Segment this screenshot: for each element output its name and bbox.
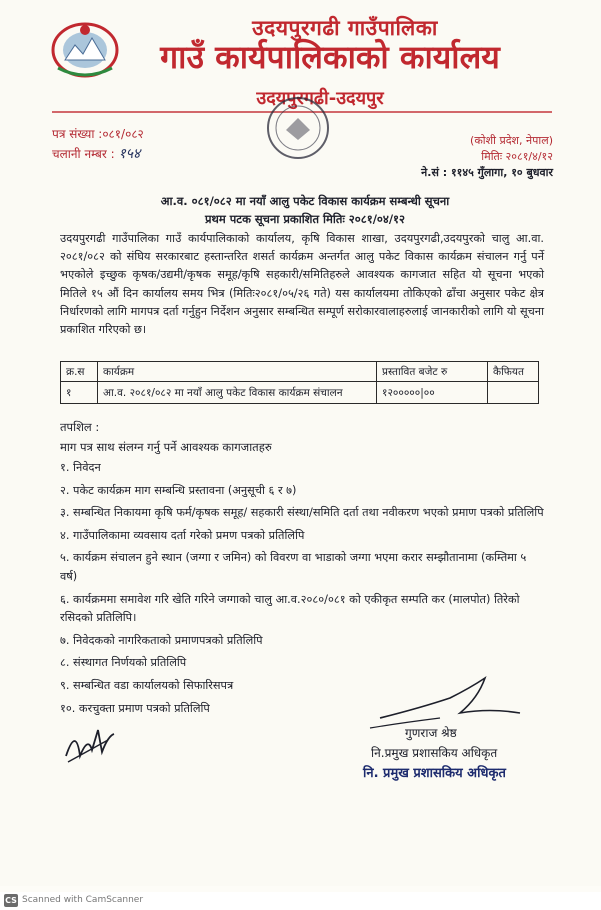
scanner-footer bbox=[0, 892, 601, 910]
date-block bbox=[421, 133, 553, 181]
enclosures-title: तपशिल : bbox=[60, 420, 100, 434]
column-header: प्रस्तावित बजेट रु bbox=[377, 362, 488, 382]
list-item: १. निवेदन bbox=[60, 461, 101, 474]
letter-number-value: ०८१/०८२ bbox=[102, 127, 144, 141]
table-cell: १ bbox=[61, 382, 98, 404]
column-header: कार्यक्रम bbox=[98, 362, 377, 382]
dispatch-number-value: १५४ bbox=[118, 146, 141, 162]
letter-number-row bbox=[52, 124, 144, 144]
enclosures-subtitle: माग पत्र साथ संलग्न गर्नु पर्ने आवश्यक कागजातहरु bbox=[60, 440, 272, 454]
dispatch-number-row bbox=[52, 144, 144, 164]
province-label: (कोशी प्रदेश, नेपाल) bbox=[470, 134, 553, 147]
officer-title: नि.प्रमुख प्रशासकिय अधिकृत bbox=[371, 746, 498, 760]
list-item: ८. संस्थागत निर्णयको प्रतिलिपि bbox=[60, 656, 187, 670]
initials-signature bbox=[58, 716, 118, 774]
letter-number-label: पत्र संख्या : bbox=[52, 127, 103, 141]
letter-date: मितिः २०८१/४/१२ bbox=[481, 150, 553, 163]
table-cell: १२०००००|०० bbox=[377, 382, 488, 404]
list-item: ९. सम्बन्धित वडा कार्यालयको सिफारिसपत्र bbox=[60, 678, 234, 692]
table-cell: आ.व. २०८१/०८२ मा नयाँ आलु पकेट विकास कार्यक्रम संचालन bbox=[98, 382, 377, 404]
table-header-row bbox=[61, 362, 539, 382]
program-table bbox=[60, 361, 539, 404]
municipality-name: उदयपुरगढी गाउँपालिका bbox=[252, 16, 438, 40]
subject-line: आ.व. ०८१/०८२ मा नयाँ आलु पकेट विकास कार्यक्रम सम्बन्धी सूचना bbox=[160, 194, 450, 208]
letter-reference bbox=[52, 124, 144, 164]
list-item: ५. कार्यक्रम संचालन हुने स्थान (जग्गा र जमिन) को विवरण वा भाडाको जग्गा भएमा करार सम्झौतानामा (कम्तिमा ५ वर्ष) bbox=[60, 551, 527, 583]
camscanner-badge: CS bbox=[5, 896, 17, 905]
table-row bbox=[61, 382, 539, 404]
table-cell bbox=[488, 382, 539, 404]
office-name: गाउँ कार्यपालिकाको कार्यालय bbox=[160, 38, 500, 76]
dispatch-number-label: चलानी नम्बर : bbox=[52, 147, 115, 161]
list-item: ६. कार्यक्रममा समावेश गरि खेति गरिने जग्गाको चालु आ.व.२०८०/०८१ को एकीकृत सम्पति कर (मालपोत) तिरेको रसिदको प्रतिलिपि। bbox=[60, 592, 520, 625]
office-address: उदयपुरगढी-उदयपुर bbox=[256, 88, 384, 109]
column-header: कैफियत bbox=[488, 362, 539, 382]
list-item: ७. निवेदकको नागरिकताको प्रमाणपत्रको प्रतिलिपि bbox=[60, 633, 263, 647]
list-item: ३. सम्बन्धित निकायमा कृषि फर्म/कृषक समूह/ सहकारी संस्था/समिति दर्ता तथा नवीकरण भएको प्रमाण पत्रको प्रतिलिपि bbox=[60, 506, 544, 520]
list-item: २. पकेट कार्यक्रम माग सम्बन्धि प्रस्तावना (अनुसूची ६ र ७) bbox=[60, 483, 297, 497]
notice-subject bbox=[60, 192, 550, 228]
officer-name: गुणराज श्रेष्ठ bbox=[405, 726, 457, 740]
officer-stamp: नि. प्रमुख प्रशासकिय अधिकृत bbox=[363, 766, 506, 781]
list-item: ४. गाउँपालिकामा व्यवसाय दर्ता गरेको प्रमण पत्रको प्रतिलिपि bbox=[60, 528, 305, 542]
nepal-sambat-date: ने.सं : ११४५ गुँलागा, १० बुधवार bbox=[421, 166, 553, 179]
list-item: १०. करचुक्ता प्रमाण पत्रको प्रतिलिपि bbox=[60, 701, 210, 715]
column-header: क्र.स bbox=[61, 362, 98, 382]
publication-date-line: प्रथम पटक सूचना प्रकाशित मितिः २०८१/०४/१२ bbox=[204, 212, 406, 226]
camscanner-label: Scanned with CamScanner bbox=[22, 895, 144, 905]
notice-body: उदयपुरगढी गाउँपालिका गाउँ कार्यपालिकाको कार्यालय, कृषि विकास शाखा, उदयपुरगढी,उदयपुरको चालु आ.वा. २०८१/०८२ को संघिय सरकारबाट हस्तान्तरित शसर्त कार्यक्रम अन्तर्गत आलु पकेट विकास कार्यक्रम संचालन गर्नु पर्ने भएकोले इच्छुक कृषक/उद्यमी/कृषक समूह/कृषि सहकारी/समितिहरुले आवश्यक कागजात सहित यो सूचना भएको मितिले १५ औं दिन कार्यालय समय भित्र (मितिः२०८१/०५/२६ गते) यस कार्यालयमा तोकिएको ढाँचा अनुसार पकेट क्षेत्र निर्धारणको लागि मागपत्र दर्ता गर्नुहुन निर्देशन अनुसार सम्बन्धित सम्पूर्ण सरोकारवालाहरुलाई जानकारीको लागि यो सूचना प्रकाशित गरिएको छ। bbox=[60, 232, 544, 337]
office-seal-icon bbox=[262, 92, 334, 164]
